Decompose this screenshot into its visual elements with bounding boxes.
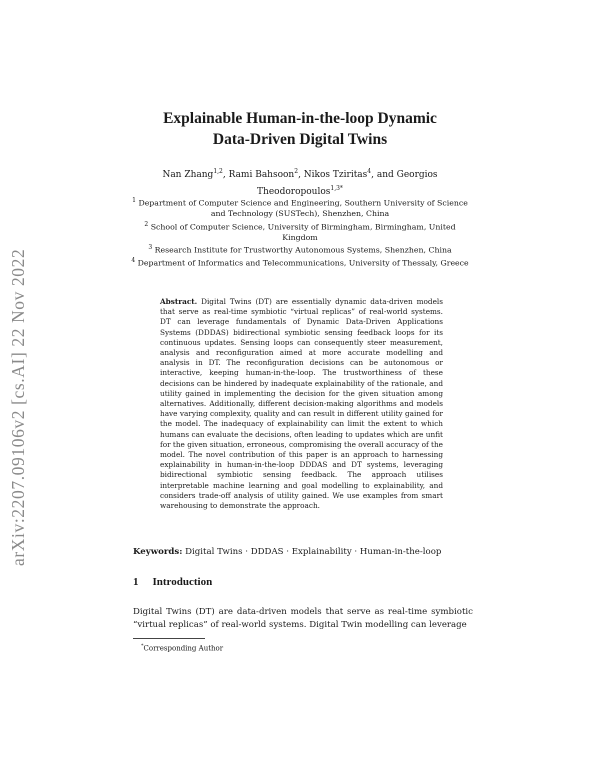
footnote-mark: * — [141, 643, 144, 649]
affiliation-3 — [128, 243, 472, 256]
footnote — [141, 641, 223, 653]
author-4-prefix: , and Georgios — [371, 170, 438, 180]
author-3-affil: 4 — [367, 168, 372, 175]
title-line-1: Explainable Human-in-the-loop Dynamic — [163, 110, 437, 127]
introduction-paragraph: Digital Twins (DT) are data-driven models that serve as real-time symbiotic “virtual replicas” of real-world systems. Digital Twin modelling can leverage — [133, 607, 473, 630]
affiliation-4 — [128, 256, 472, 269]
paper-title — [100, 108, 500, 150]
affiliation-mark: 3 — [148, 244, 153, 252]
section-number: 1 — [133, 576, 139, 588]
author-list — [150, 165, 450, 199]
affiliation-mark: 4 — [131, 257, 136, 265]
author-3: , Nikos Tziritas — [298, 170, 368, 180]
keywords-label: Keywords: — [133, 547, 183, 557]
abstract — [160, 297, 443, 511]
author-line-1 — [150, 165, 450, 182]
affiliations — [128, 196, 472, 269]
arxiv-identifier-stamp: arXiv:2207.09106v2 [cs.AI] 22 Nov 2022 — [8, 248, 28, 566]
footnote-divider — [133, 638, 205, 639]
keywords — [133, 546, 473, 558]
affiliation-1 — [128, 196, 472, 220]
author-4: Theodoropoulos — [257, 187, 331, 197]
author-2-affil: 2 — [294, 168, 299, 175]
keywords-text: Digital Twins · DDDAS · Explainability · Human-in-the-loop — [185, 547, 442, 557]
section-heading — [133, 576, 212, 588]
author-2: , Rami Bahsoon — [222, 170, 295, 180]
footnote-text: Corresponding Author — [143, 644, 224, 653]
title-line-2: Data-Driven Digital Twins — [212, 131, 388, 148]
abstract-label: Abstract. — [160, 297, 198, 306]
affiliation-text: Department of Computer Science and Engineering, Southern University of Science and Technology (SUSTech), Shenzhen, China — [138, 198, 468, 219]
author-1: Nan Zhang — [162, 170, 214, 180]
affiliation-mark: 1 — [132, 197, 136, 204]
abstract-text: Digital Twins (DT) are essentially dynamic data-driven models that serve as real-time symbiotic “virtual replicas” of real-world systems. DT can leverage fundamentals of Dynamic Data-Driven Applications Systems (DDDAS) bidirectional symbiotic sensing feedback loops for its continuous updates. Sensing loops can consequently steer measurement, analysis and reconfiguration aimed at more accurate modelling and analysis in DT. The reconfiguration decisions can be autonomous or interactive, keeping human-in-the-loop. The trustworthiness of these decisions can be hindered by inadequate explainability of the rationale, and utility gained in implementing the decision for the given situation among alternatives. Additionally, different decision-making algorithms and models have varying complexity, quality and can result in different utility gained for the model. The inadequacy of explainability can limit the extent to which humans can evaluate the decisions, often leading to updates which are unfit for the given situation, erroneous, compromising the overall accuracy of the model. The novel contribution of this paper is an approach to harnessing explainability in human-in-the-loop DDDAS and DT systems, leveraging bidirectional symbiotic sensing feedback. The approach utilises interpretable machine learning and goal modelling to explainability, and considers trade-off analysis of utility gained. We use examples from smart warehousing to demonstrate the approach. — [160, 297, 443, 511]
author-1-affil: 1,2 — [213, 168, 223, 175]
affiliation-mark: 2 — [144, 220, 149, 228]
affiliation-2 — [128, 220, 472, 244]
affiliation-text: Research Institute for Trustworthy Autonomous Systems, Shenzhen, China — [154, 245, 452, 255]
author-4-affil: 1,3* — [330, 185, 343, 192]
section-title: Introduction — [152, 576, 213, 588]
affiliation-text: School of Computer Science, University of Birmingham, Birmingham, United Kingdom — [150, 222, 456, 242]
affiliation-text: Department of Informatics and Telecommunications, University of Thessaly, Greece — [137, 258, 469, 268]
